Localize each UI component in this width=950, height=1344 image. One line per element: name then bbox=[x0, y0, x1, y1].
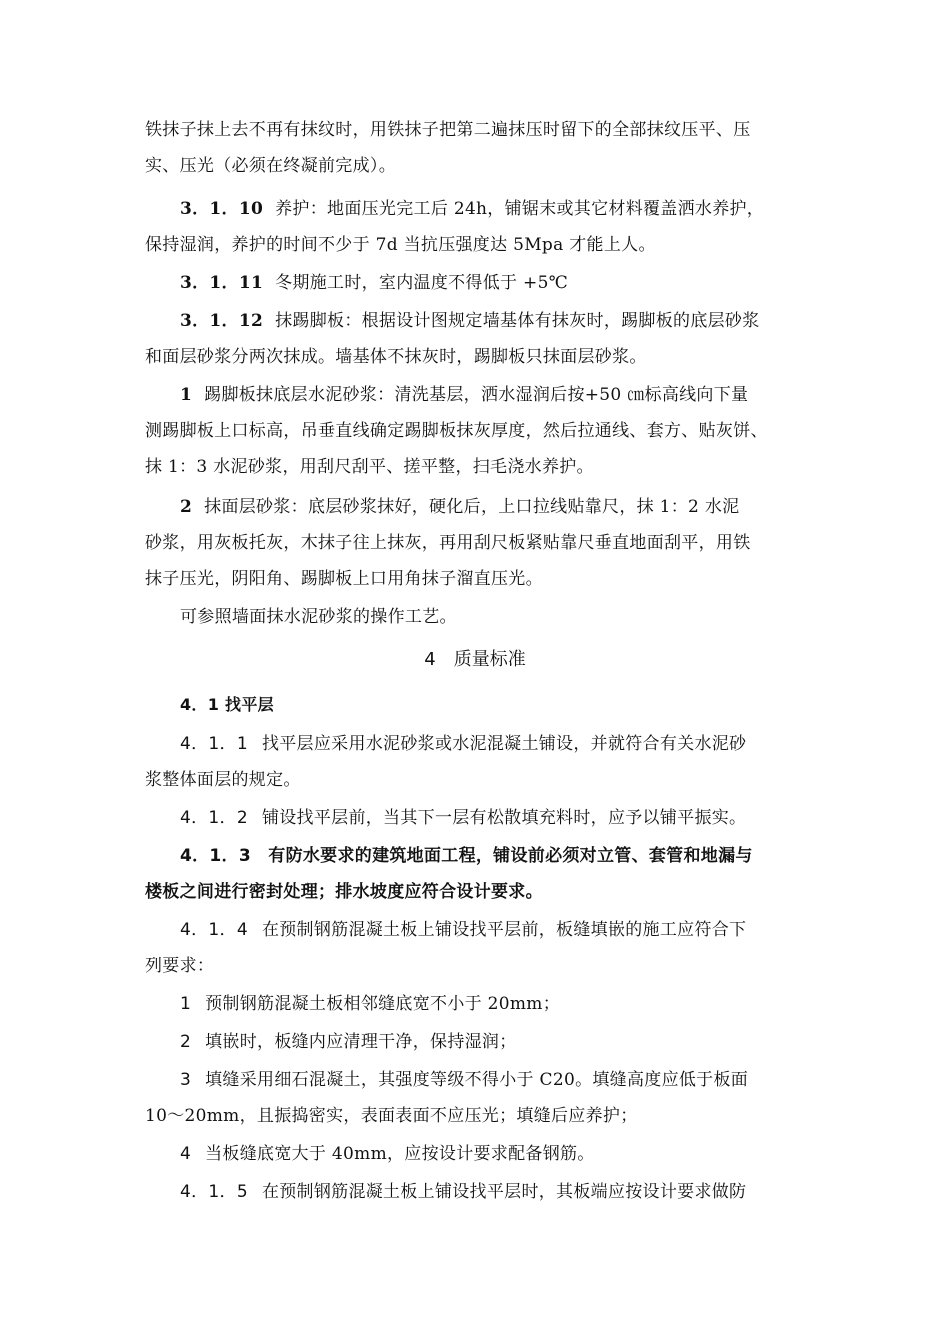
line-text: 填缝采用细石混凝土，其强度等级不得小于 C20。填缝高度应低于板面 bbox=[205, 1070, 749, 1090]
paragraph-line-bold: 楼板之间进行密封处理；排水坡度应符合设计要求。 bbox=[145, 882, 543, 902]
clause-number: 4．1．4 bbox=[180, 920, 248, 940]
item-4 bbox=[180, 1142, 805, 1166]
line-text: 养护：地面压光完工后 24h，铺锯末或其它材料覆盖洒水养护， bbox=[275, 199, 765, 219]
line-text: 当板缝底宽大于 40mm，应按设计要求配备钢筋。 bbox=[205, 1144, 595, 1164]
line-text: 砂浆，用灰板托灰，木抹子往上抹灰，再用刮尺板紧贴靠尺垂直地面刮平，用铁 bbox=[145, 533, 751, 553]
clause-3-1-11 bbox=[180, 271, 805, 295]
line-text: 在预制钢筋混凝土板上铺设找平层前，板缝填嵌的施工应符合下 bbox=[261, 920, 747, 940]
paragraph-line bbox=[145, 768, 805, 792]
line-text: 抹踢脚板：根据设计图规定墙基体有抹灰时，踢脚板的底层砂浆 bbox=[275, 311, 760, 331]
line-text: 10～20mm，且振捣密实，表面表面不应压光；填缝后应养护； bbox=[145, 1106, 638, 1126]
paragraph-line bbox=[145, 455, 805, 479]
line-text: 在预制钢筋混凝土板上铺设找平层时，其板端应按设计要求做防 bbox=[261, 1182, 747, 1202]
clause-number: 4．1．2 bbox=[180, 808, 248, 828]
item-1 bbox=[180, 383, 805, 407]
clause-number: 3．1．11 bbox=[180, 273, 264, 293]
clause-4-1-3: 4．1．3 有防水要求的建筑地面工程，铺设前必须对立管、套管和地漏与 bbox=[180, 846, 753, 866]
paragraph-line bbox=[145, 531, 805, 555]
paragraph-line bbox=[145, 154, 805, 178]
item-number: 2 bbox=[180, 1032, 192, 1052]
paragraph-line bbox=[145, 345, 805, 369]
item-2 bbox=[180, 495, 805, 519]
line-text: 冬期施工时，室内温度不得低于 +5℃ bbox=[275, 273, 569, 293]
line-text: 实、压光（必须在终凝前完成）。 bbox=[145, 156, 396, 176]
line-text: 填嵌时，板缝内应清理干净，保持湿润； bbox=[205, 1032, 517, 1052]
paragraph-line bbox=[145, 118, 805, 142]
subsection-title: 4．1 找平层 bbox=[180, 695, 274, 714]
section-heading: 4 质量标准 bbox=[424, 649, 526, 670]
line-text: 抹 1：3 水泥砂浆，用刮尺刮平、搓平整，扫毛浇水养护。 bbox=[145, 457, 594, 477]
line-text: 抹子压光，阴阳角、踢脚板上口用角抹子溜直压光。 bbox=[145, 569, 543, 589]
item-3 bbox=[180, 1068, 805, 1092]
line-text: 铺设找平层前，当其下一层有松散填充料时，应予以铺平振实。 bbox=[261, 808, 747, 828]
item-number: 2 bbox=[180, 497, 193, 517]
line-text: 和面层砂浆分两次抹成。墙基体不抹灰时，踢脚板只抹面层砂浆。 bbox=[145, 347, 647, 367]
clause-number: 4．1．5 bbox=[180, 1182, 248, 1202]
paragraph-line bbox=[145, 233, 805, 257]
line-text: 铁抹子抹上去不再有抹纹时，用铁抹子把第二遍抹压时留下的全部抹纹压平、压 bbox=[145, 120, 751, 140]
clause-4-1-4 bbox=[180, 918, 805, 942]
line-text: 找平层应采用水泥砂浆或水泥混凝土铺设，并就符合有关水泥砂 bbox=[261, 734, 747, 754]
clause-3-1-10 bbox=[180, 197, 805, 221]
clause-number: 3．1．12 bbox=[180, 311, 264, 331]
line-text: 浆整体面层的规定。 bbox=[145, 770, 301, 790]
paragraph-line bbox=[180, 605, 805, 629]
line-text: 列要求： bbox=[145, 956, 215, 976]
clause-3-1-12 bbox=[180, 309, 805, 333]
clause-4-1-1 bbox=[180, 732, 805, 756]
item-number: 1 bbox=[180, 385, 193, 405]
clause-number: 3．1．10 bbox=[180, 199, 264, 219]
line-text: 可参照墙面抹水泥砂浆的操作工艺。 bbox=[180, 607, 457, 627]
line-text: 抹面层砂浆：底层砂浆抹好，硬化后，上口拉线贴靠尺，抹 1：2 水泥 bbox=[204, 497, 740, 517]
item-number: 4 bbox=[180, 1144, 192, 1164]
clause-4-1-2 bbox=[180, 806, 805, 830]
paragraph-line bbox=[145, 954, 805, 978]
item-number: 1 bbox=[180, 994, 192, 1014]
item-number: 3 bbox=[180, 1070, 192, 1090]
line-text: 预制钢筋混凝土板相邻缝底宽不小于 20mm； bbox=[205, 994, 560, 1014]
line-text: 保持湿润，养护的时间不少于 7d 当抗压强度达 5Mpa 才能上人。 bbox=[145, 235, 656, 255]
line-text: 测踢脚板上口标高，吊垂直线确定踢脚板抹灰厚度，然后拉通线、套方、贴灰饼、 bbox=[145, 421, 768, 441]
paragraph-line bbox=[145, 419, 805, 443]
item-2 bbox=[180, 1030, 805, 1054]
line-text: 踢脚板抹底层水泥砂浆：清洗基层，洒水湿润后按+50 ㎝标高线向下量 bbox=[204, 385, 749, 405]
clause-number: 4．1．1 bbox=[180, 734, 248, 754]
item-1 bbox=[180, 992, 805, 1016]
clause-4-1-5 bbox=[180, 1180, 805, 1204]
paragraph-line bbox=[145, 567, 805, 591]
paragraph-line bbox=[145, 1104, 805, 1128]
